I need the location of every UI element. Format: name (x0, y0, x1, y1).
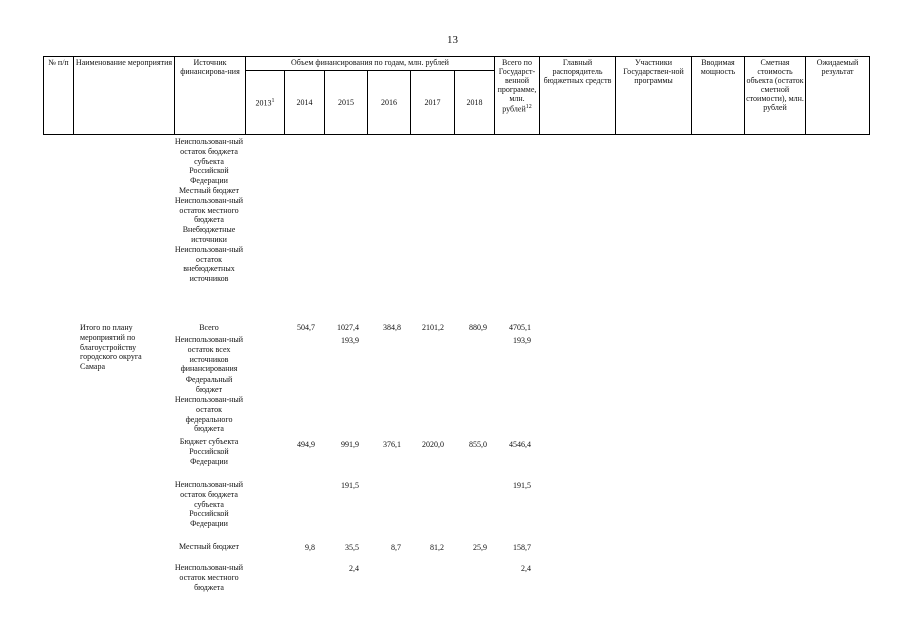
value-2018: 880,9 (469, 323, 487, 332)
header-manager: Главный распорядитель бюджетных средств (540, 57, 616, 135)
value-2017: 2020,0 (422, 440, 444, 449)
value-2017: 81,2 (430, 543, 444, 552)
header-participants: Участники Государствен-ной программы (616, 57, 692, 135)
value-2015: 991,9 (341, 440, 359, 449)
value-total: 4546,4 (509, 440, 531, 449)
header-name: Наименование мероприятия (74, 57, 175, 135)
event-name: Итого по плану мероприятий по благоустройству городского округа Самара (80, 323, 142, 372)
value-total: 191,5 (513, 481, 531, 490)
header-year-2015: 2015 (325, 71, 368, 135)
row-source: Местный бюджет (179, 542, 239, 551)
header-year-2014: 2014 (285, 71, 325, 135)
value-2018: 855,0 (469, 440, 487, 449)
row-source: Неиспользован-ный остаток местного бюджета (174, 563, 244, 592)
sources-continued: Неиспользован-ный остаток бюджета субъекта Российской Федерации Местный бюджет Неиспользован-ный остаток местного бюджета Внебюджетные источники Неиспользован-ный остаток внебюджетных источников (174, 137, 244, 284)
header-year-2017: 2017 (411, 71, 455, 135)
value-total: 2,4 (521, 564, 531, 573)
value-2015: 1027,4 (337, 323, 359, 332)
row-source: Неиспользован-ный остаток бюджета субъекта Российской Федерации (174, 480, 244, 529)
row-source: Бюджет субъекта Российской Федерации (179, 437, 239, 466)
page-number: 13 (447, 34, 458, 46)
value-2016: 384,8 (383, 323, 401, 332)
row-source: Неиспользован-ный остаток всех источников финансирования (174, 335, 244, 374)
header-funding: Объем финансирования по годам, млн. рублей (246, 57, 495, 71)
header-total: Всего по Государст-венной программе, млн. рублей$^{12}$ (495, 57, 540, 135)
value-total: 4705,1 (509, 323, 531, 332)
value-2015: 191,5 (341, 481, 359, 490)
header-year-2018: 2018 (455, 71, 495, 135)
table-header (43, 56, 870, 135)
row-source: Неиспользован-ный остаток федерального бюджета (174, 395, 244, 434)
header-year-2013: 2013$^1$ (246, 71, 285, 135)
header-cost: Сметная стоимость объекта (остаток сметной стоимости), млн. рублей (745, 57, 806, 135)
header-number: № п/п (44, 57, 74, 135)
value-2018: 25,9 (473, 543, 487, 552)
value-2015: 2,4 (349, 564, 359, 573)
row-source: Всего (199, 323, 219, 332)
value-2017: 2101,2 (422, 323, 444, 332)
value-total: 158,7 (513, 543, 531, 552)
value-2014: 504,7 (297, 323, 315, 332)
value-2015: 193,9 (341, 336, 359, 345)
value-2016: 376,1 (383, 440, 401, 449)
value-2014: 9,8 (305, 543, 315, 552)
header-result: Ожидаемый результат (806, 57, 870, 135)
header-year-2016: 2016 (368, 71, 411, 135)
header-source: Источник финансирова-ния (175, 57, 246, 135)
header-capacity: Вводимая мощность (692, 57, 745, 135)
value-2015: 35,5 (345, 543, 359, 552)
row-source: Федеральный бюджет (185, 375, 233, 394)
value-2014: 494,9 (297, 440, 315, 449)
value-total: 193,9 (513, 336, 531, 345)
value-2016: 8,7 (391, 543, 401, 552)
